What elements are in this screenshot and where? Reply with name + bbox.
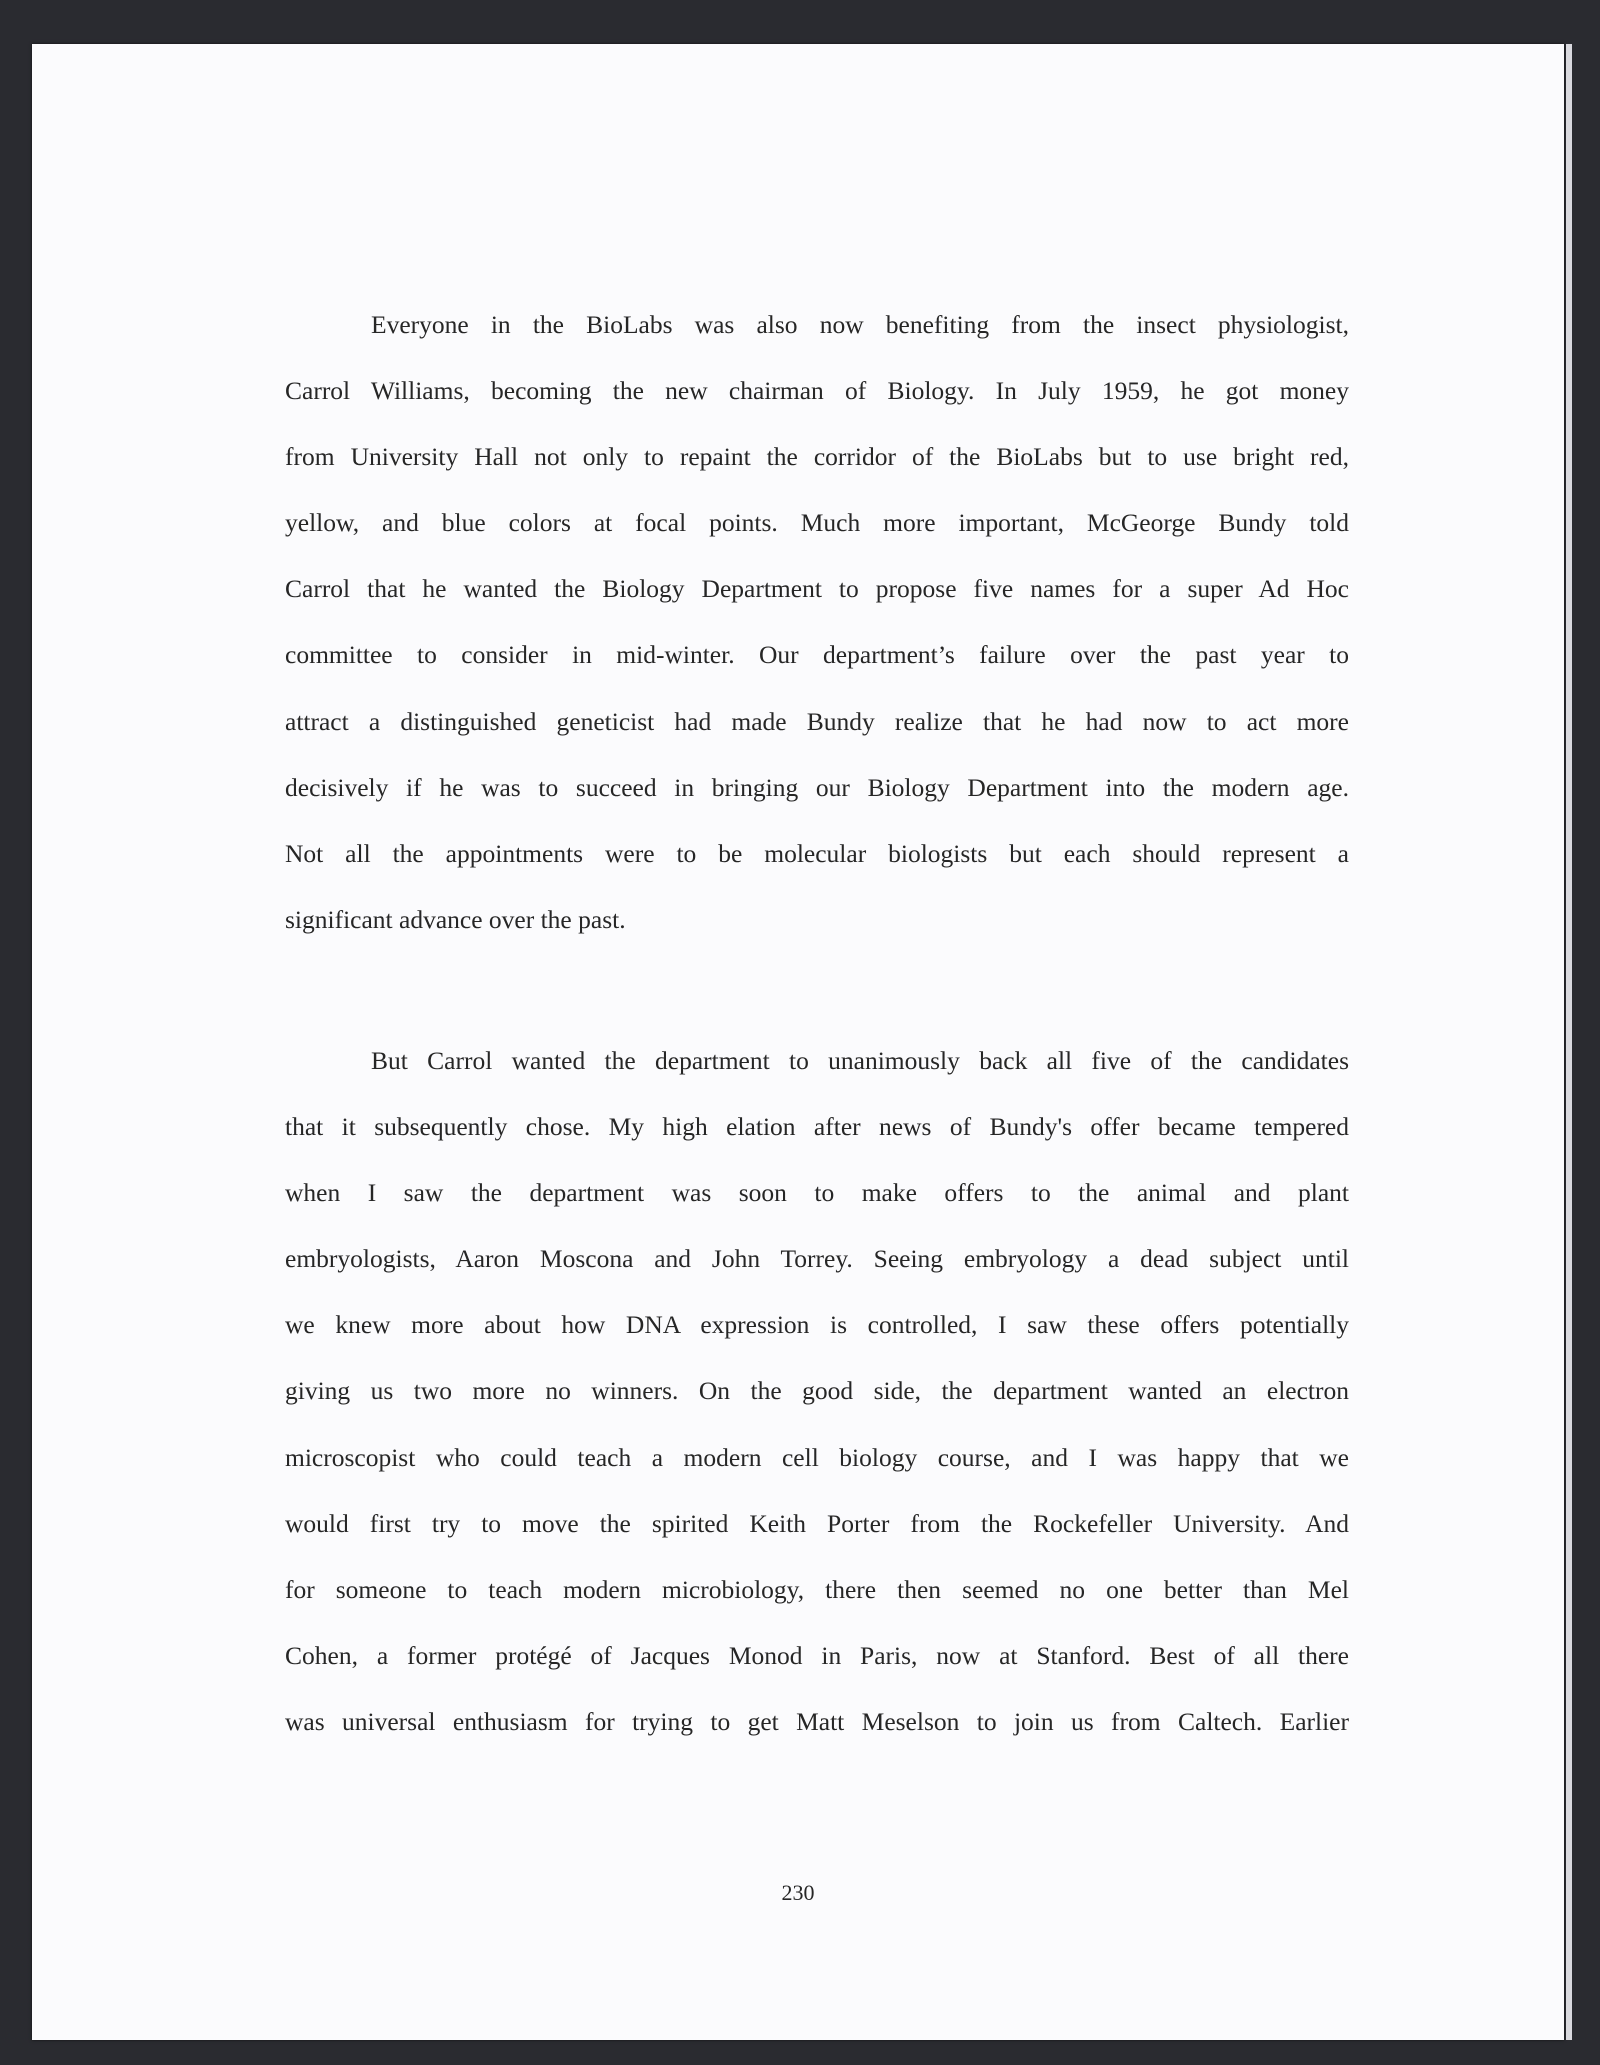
text-line: was universal enthusiasm for trying to get Matt Meselson to join us from Caltech. Earlier: [285, 1706, 1349, 1736]
text-line: Cohen, a former protégé of Jacques Monod in Paris, now at Stanford. Best of all there: [285, 1640, 1349, 1670]
text-line: when I saw the department was soon to make offers to the animal and plant: [285, 1178, 1349, 1208]
page-number: 230: [781, 1880, 815, 1905]
text-line: committee to consider in mid-winter. Our department’s failure over the past year to: [285, 640, 1349, 670]
text-line: But Carrol wanted the department to unanimously back all five of the candidates: [371, 1046, 1349, 1075]
text-line: giving us two more no winners. On the good side, the department wanted an electron: [285, 1376, 1349, 1406]
text-line: we knew more about how DNA expression is controlled, I saw these offers potentially: [285, 1310, 1349, 1340]
text-line: microscopist who could teach a modern cell biology course, and I was happy that we: [285, 1442, 1349, 1472]
text-line: attract a distinguished geneticist had made Bundy realize that he had now to act more: [285, 706, 1349, 736]
text-line: Carrol Williams, becoming the new chairman of Biology. In July 1959, he got money: [285, 376, 1349, 406]
text-line: Everyone in the BioLabs was also now benefiting from the insect physiologist,: [371, 310, 1349, 339]
text-line: would first try to move the spirited Keith Porter from the Rockefeller University. And: [285, 1508, 1349, 1538]
page-edge: [1566, 44, 1572, 2040]
text-line: for someone to teach modern microbiology, there then seemed no one better than Mel: [285, 1574, 1349, 1604]
text-line: Carrol that he wanted the Biology Department to propose five names for a super Ad Hoc: [285, 574, 1349, 604]
document-page: [32, 44, 1564, 2040]
text-line: decisively if he was to succeed in bringing our Biology Department into the modern age.: [285, 772, 1349, 802]
text-line: embryologists, Aaron Moscona and John Torrey. Seeing embryology a dead subject until: [285, 1244, 1349, 1274]
text-line: that it subsequently chose. My high elation after news of Bundy's offer became tempered: [285, 1112, 1349, 1142]
text-line: significant advance over the past.: [285, 904, 626, 934]
paragraph-1: [285, 292, 1349, 953]
text-line: yellow, and blue colors at focal points. Much more important, McGeorge Bundy told: [285, 508, 1349, 538]
text-line: Not all the appointments were to be molecular biologists but each should represent a: [285, 838, 1349, 868]
text-line: from University Hall not only to repaint the corridor of the BioLabs but to use bright red,: [285, 442, 1349, 472]
paragraph-2: [285, 1028, 1349, 1755]
